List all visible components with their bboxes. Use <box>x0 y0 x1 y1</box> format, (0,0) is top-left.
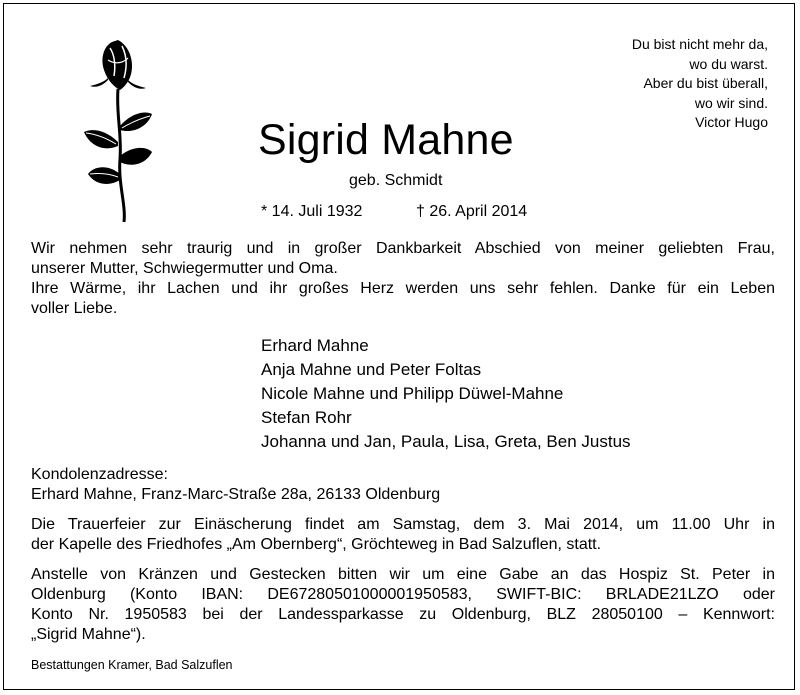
life-dates <box>261 203 528 221</box>
message-line: voller Liebe. <box>31 300 118 317</box>
quote-line: Aber du bist überall, <box>643 75 768 91</box>
donation-line: Anstelle von Kränzen und Gestecken bitten wir um eine Gabe an das Hospiz St. Peter in <box>31 566 775 583</box>
message-line: unserer Mutter, Schwiegermutter und Oma. <box>31 260 338 277</box>
ceremony-line: der Kapelle des Friedhofes „Am Obernberg“, Gröchteweg in Bad Salzuflen, statt. <box>31 536 602 553</box>
mourners-list <box>261 334 631 454</box>
deceased-name: Sigrid Mahne <box>258 116 514 164</box>
rose-icon <box>82 34 154 224</box>
ceremony-info <box>31 515 775 555</box>
mourner: Nicole Mahne und Philipp Düwel-Mahne <box>261 384 564 403</box>
mourner: Anja Mahne und Peter Foltas <box>261 360 482 379</box>
donation-line: „Sigrid Mahne“). <box>31 626 146 643</box>
condolence-address <box>31 465 775 505</box>
mourner: Erhard Mahne <box>261 336 369 355</box>
mourner: Stefan Rohr <box>261 408 352 427</box>
birth-name: geb. Schmidt <box>349 172 443 189</box>
undertaker: Bestattungen Kramer, Bad Salzuflen <box>31 658 233 672</box>
birth-date: * 14. Juli 1932 <box>261 203 363 220</box>
death-date: † 26. April 2014 <box>416 203 528 220</box>
donation-info <box>31 565 775 645</box>
quote <box>632 35 768 133</box>
quote-author: Victor Hugo <box>695 114 768 130</box>
message-line: Wir nehmen sehr traurig und in großer Dankbarkeit Abschied von meiner geliebten Frau, <box>31 240 775 257</box>
quote-line: wo wir sind. <box>694 94 768 111</box>
donation-line: Konto Nr. 1950583 bei der Landessparkasse zu Oldenburg, BLZ 28050100 – Kennwort: <box>31 606 775 623</box>
ceremony-line: Die Trauerfeier zur Einäscherung findet am Samstag, dem 3. Mai 2014, um 11.00 Uhr in <box>31 516 775 533</box>
quote-line: Du bist nicht mehr da, <box>631 36 768 52</box>
mourner: Johanna und Jan, Paula, Lisa, Greta, Ben Justus <box>261 432 631 451</box>
donation-line: Oldenburg (Konto IBAN: DE67280501000001950583, SWIFT-BIC: BRLADE21LZO oder <box>31 586 775 603</box>
condolence-address-text: Erhard Mahne, Franz-Marc-Straße 28a, 26133 Oldenburg <box>31 486 441 503</box>
message-line: Ihre Wärme, ihr Lachen und ihr großes Herz werden uns sehr fehlen. Danke für ein Leben <box>31 280 775 297</box>
condolence-label: Kondolenzadresse: <box>31 466 168 483</box>
farewell-message <box>31 239 775 319</box>
quote-line: wo du warst. <box>689 55 768 72</box>
obituary-notice <box>3 3 795 690</box>
